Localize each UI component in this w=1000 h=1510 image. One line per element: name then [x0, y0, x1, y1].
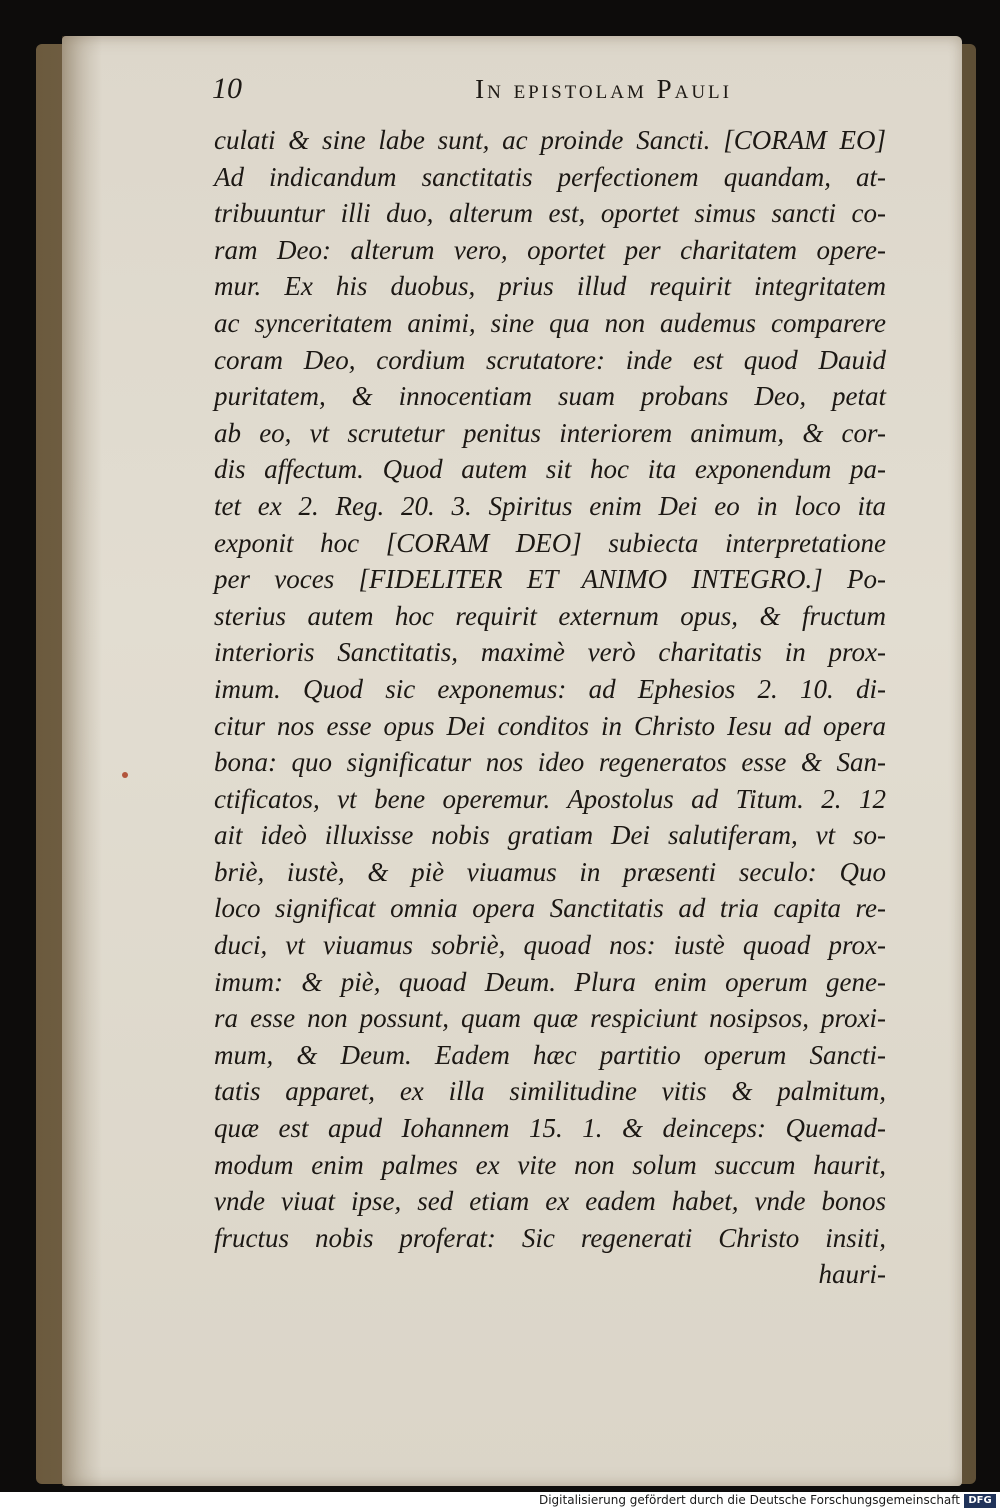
text-line: ac synceritatem animi, sine qua non audemus comparere [214, 307, 886, 338]
text-line: fructus nobis proferat: Sic regenerati Christo insiti, [214, 1222, 886, 1253]
text-line: sterius autem hoc requirit externum opus, & fructum [214, 600, 886, 631]
text-line: dis affectum. Quod autem sit hoc ita exponendum pa- [214, 454, 886, 485]
digitization-credit: Digitalisierung gefördert durch die Deutsche Forschungsgemeinschaft [538, 1493, 960, 1507]
text-line: ctificatos, vt bene operemur. Apostolus ad Titum. 2. 12 [214, 783, 886, 814]
text-line: imum. Quod sic exponemus: ad Ephesios 2. 10. di- [214, 673, 886, 704]
text-line: coram Deo, cordium scrutatore: inde est quod Dauid [214, 344, 886, 375]
text-line: ra esse non possunt, quam quæ respiciunt nosipsos, proxi- [214, 1003, 886, 1034]
text-line: ab eo, vt scrutetur penitus interiorem animum, & cor- [214, 417, 886, 448]
text-line: briè, iustè, & piè viuamus in præsenti seculo: Quo [214, 856, 886, 887]
text-line: ram Deo: alterum vero, oportet per charitatem opere- [214, 234, 886, 265]
text-line: culati & sine labe sunt, ac proinde Sancti. [CORAM EO] [214, 125, 886, 155]
text-line: interioris Sanctitatis, maximè verò charitatis in prox- [214, 637, 886, 668]
text-line: modum enim palmes ex vite non solum succum haurit, [214, 1149, 886, 1180]
text-line: puritatem, & innocentiam suam probans Deo, petat [214, 381, 886, 412]
text-line: Ad indicandum sanctitatis perfectionem quandam, at- [214, 161, 886, 192]
text-line: duci, vt viuamus sobriè, quoad nos: iustè quoad prox- [214, 930, 886, 961]
text-line: exponit hoc [CORAM DEO] subiecta interpretatione [214, 527, 886, 558]
text-line: bona: quo significatur nos ideo regeneratos esse & San- [214, 747, 886, 778]
text-line: vnde viuat ipse, sed etiam ex eadem habet, vnde bonos [214, 1186, 886, 1217]
page-number: 10 [212, 72, 242, 105]
running-head: In epistolam Pauli [475, 74, 732, 104]
text-line: tatis apparet, ex illa similitudine vitis & palmitum, [214, 1076, 886, 1107]
page-stain [122, 772, 128, 778]
text-line: loco significat omnia opera Sanctitatis ad tria capita re- [214, 893, 886, 924]
text-line: mur. Ex his duobus, prius illud requirit integritatem [214, 271, 886, 302]
dfg-logo: DFG [964, 1494, 996, 1508]
catchword: hauri- [818, 1259, 886, 1290]
text-line: tet ex 2. Reg. 20. 3. Spiritus enim Dei eo in loco ita [214, 490, 886, 521]
text-line: per voces [FIDELITER ET ANIMO INTEGRO.] Po- [214, 564, 886, 595]
body-text [214, 122, 886, 1293]
text-line: mum, & Deum. Eadem hæc partitio operum Sancti- [214, 1039, 886, 1070]
text-line: tribuuntur illi duo, alterum est, oportet simus sancti co- [214, 198, 886, 229]
text-line: quæ est apud Iohannem 15. 1. & deinceps: Quemad- [214, 1113, 886, 1144]
page-header [212, 72, 732, 112]
text-line: imum: & piè, quoad Deum. Plura enim operum gene- [214, 966, 886, 997]
text-line: ait ideò illuxisse nobis gratiam Dei salutiferam, vt so- [214, 820, 886, 851]
text-line: citur nos esse opus Dei conditos in Christo Iesu ad opera [214, 710, 886, 741]
